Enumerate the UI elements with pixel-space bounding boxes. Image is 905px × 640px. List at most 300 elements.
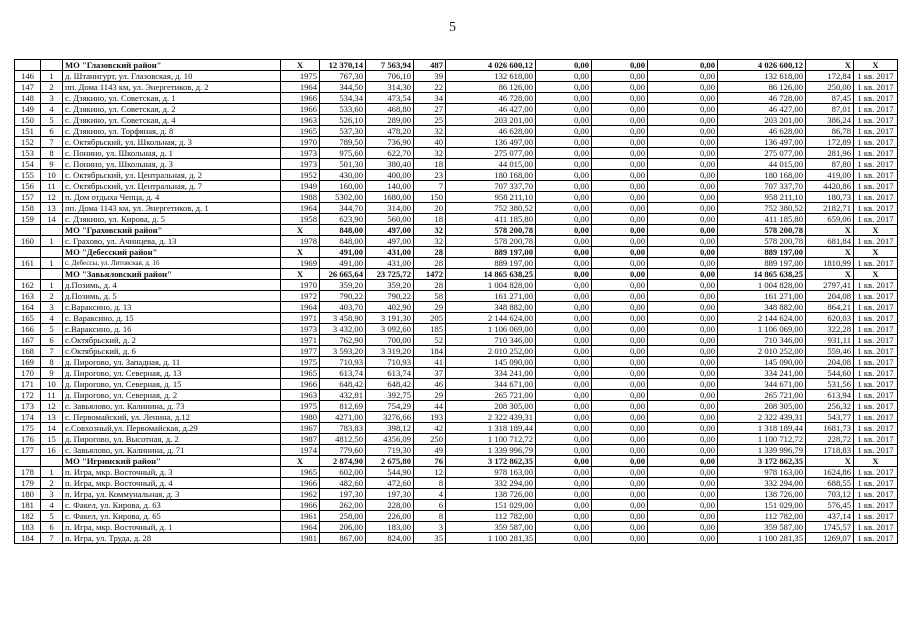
cell-total-cost: 1 004 828,00 [446,280,536,291]
cell-living-area: 228,00 [366,500,414,511]
cell-owners-cost: 411 185,80 [718,214,806,225]
cell-cost-per-sqm: 864,21 [806,302,854,313]
cell-address: МО "Дебесский район" [63,247,281,258]
cell-address: с. Завьялово, ул. Калинина, д. 71 [63,445,281,456]
cell-owners-cost: 1 004 828,00 [718,280,806,291]
cell-other-cost: 0,00 [648,346,718,357]
cell-deadline: X [854,269,898,280]
cell-total-area: 3 458,90 [320,313,366,324]
cell-row-number: 182 [15,511,41,522]
cell-item-number: 11 [41,390,63,401]
cell-deadline: 1 кв. 2017 [854,93,898,104]
cell-total-area: 867,00 [320,533,366,544]
cell-row-number: 151 [15,126,41,137]
cell-owners-cost: 889 197,00 [718,247,806,258]
cell-residents: 8 [414,511,446,522]
cell-owners-cost: 161 271,00 [718,291,806,302]
cell-deadline: 1 кв. 2017 [854,478,898,489]
cell-budget-cost: 0,00 [592,181,648,192]
cell-row-number: 172 [15,390,41,401]
cell-fund-cost: 0,00 [536,170,592,181]
cell-budget-cost: 0,00 [592,258,648,269]
cell-total-area: 5302,00 [320,192,366,203]
cell-total-area: 848,00 [320,225,366,236]
cell-living-area: 736,90 [366,137,414,148]
cell-row-number: 183 [15,522,41,533]
cell-total-cost: 46 728,00 [446,93,536,104]
cell-budget-cost: 0,00 [592,445,648,456]
cell-year-built: 1970 [281,137,320,148]
cell-item-number: 4 [41,500,63,511]
cell-fund-cost: 0,00 [536,181,592,192]
cell-total-cost: 180 168,00 [446,170,536,181]
cell-address: п. Игра, ул. Коммунальная, д. 3 [63,489,281,500]
cell-residents: 1472 [414,269,446,280]
cell-other-cost: 0,00 [648,324,718,335]
cell-fund-cost: 0,00 [536,412,592,423]
cell-other-cost: 0,00 [648,225,718,236]
cell-row-number: 184 [15,533,41,544]
buildings-table [14,59,898,544]
cell-row-number: 150 [15,115,41,126]
cell-cost-per-sqm: 1269,07 [806,533,854,544]
cell-address: д.Позимь, д. 5 [63,291,281,302]
cell-row-number: 152 [15,137,41,148]
cell-total-area: 526,10 [320,115,366,126]
cell-deadline: 1 кв. 2017 [854,368,898,379]
cell-total-cost: 359 587,00 [446,522,536,533]
cell-owners-cost: 145 090,00 [718,357,806,368]
cell-budget-cost: 0,00 [592,423,648,434]
cell-living-area: 710,93 [366,357,414,368]
cell-total-area: 206,00 [320,522,366,533]
cell-living-area: 314,00 [366,203,414,214]
group-row [15,456,898,467]
cell-budget-cost: 0,00 [592,247,648,258]
cell-fund-cost: 0,00 [536,236,592,247]
cell-cost-per-sqm: 703,12 [806,489,854,500]
cell-cost-per-sqm: 2797,41 [806,280,854,291]
cell-total-cost: 3 172 862,35 [446,456,536,467]
cell-row-number: 154 [15,159,41,170]
cell-owners-cost: 44 015,00 [718,159,806,170]
table-row [15,335,898,346]
cell-address: с.Вараксино, д. 16 [63,324,281,335]
cell-total-area: 432,81 [320,390,366,401]
cell-residents: 29 [414,390,446,401]
cell-item-number: 12 [41,192,63,203]
cell-row-number: 159 [15,214,41,225]
cell-other-cost: 0,00 [648,115,718,126]
cell-item-number: 10 [41,170,63,181]
cell-total-area: 4271,00 [320,412,366,423]
cell-other-cost: 0,00 [648,247,718,258]
cell-other-cost: 0,00 [648,335,718,346]
cell-item-number [41,247,63,258]
cell-deadline: 1 кв. 2017 [854,104,898,115]
cell-cost-per-sqm: 543,77 [806,412,854,423]
cell-row-number: 162 [15,280,41,291]
cell-row-number: 180 [15,489,41,500]
cell-item-number: 13 [41,412,63,423]
cell-deadline: 1 кв. 2017 [854,115,898,126]
table-row [15,137,898,148]
cell-living-area: 622,70 [366,148,414,159]
cell-year-built: 1971 [281,335,320,346]
cell-year-built: 1970 [281,280,320,291]
cell-residents: 28 [414,258,446,269]
cell-living-area: 402,90 [366,302,414,313]
cell-item-number: 14 [41,214,63,225]
cell-living-area: 359,20 [366,280,414,291]
cell-deadline: 1 кв. 2017 [854,280,898,291]
cell-total-cost: 411 185,80 [446,214,536,225]
table-row [15,82,898,93]
cell-address: д.Позимь, д. 4 [63,280,281,291]
cell-residents: 39 [414,71,446,82]
cell-owners-cost: 14 865 638,25 [718,269,806,280]
cell-other-cost: 0,00 [648,533,718,544]
cell-other-cost: 0,00 [648,137,718,148]
cell-total-cost: 1 100 281,35 [446,533,536,544]
cell-other-cost: 0,00 [648,236,718,247]
cell-deadline: 1 кв. 2017 [854,126,898,137]
cell-living-area: 23 725,72 [366,269,414,280]
cell-total-area: 359,20 [320,280,366,291]
table-row [15,368,898,379]
cell-total-area: 789,50 [320,137,366,148]
cell-fund-cost: 0,00 [536,82,592,93]
table-row [15,115,898,126]
cell-owners-cost: 46 427,00 [718,104,806,115]
cell-living-area: 431,00 [366,258,414,269]
cell-fund-cost: 0,00 [536,456,592,467]
cell-year-built: 1981 [281,533,320,544]
cell-total-cost: 275 077,00 [446,148,536,159]
cell-total-cost: 46 427,00 [446,104,536,115]
cell-cost-per-sqm: 172,84 [806,71,854,82]
cell-budget-cost: 0,00 [592,170,648,181]
cell-total-cost: 46 628,00 [446,126,536,137]
cell-budget-cost: 0,00 [592,478,648,489]
cell-owners-cost: 132 618,00 [718,71,806,82]
cell-residents: 8 [414,478,446,489]
cell-row-number: 146 [15,71,41,82]
cell-item-number: 2 [41,291,63,302]
cell-budget-cost: 0,00 [592,346,648,357]
cell-owners-cost: 208 305,00 [718,401,806,412]
cell-deadline: 1 кв. 2017 [854,148,898,159]
cell-budget-cost: 0,00 [592,203,648,214]
cell-year-built: 1987 [281,434,320,445]
cell-row-number: 176 [15,434,41,445]
cell-other-cost: 0,00 [648,269,718,280]
cell-budget-cost: 0,00 [592,357,648,368]
cell-budget-cost: 0,00 [592,533,648,544]
cell-cost-per-sqm: 87,01 [806,104,854,115]
cell-total-area: 537,30 [320,126,366,137]
cell-owners-cost: 1 106 069,00 [718,324,806,335]
cell-residents: 27 [414,104,446,115]
cell-item-number: 1 [41,236,63,247]
cell-owners-cost: 46 728,00 [718,93,806,104]
cell-item-number: 5 [41,115,63,126]
cell-item-number: 3 [41,93,63,104]
cell-year-built: 1969 [281,258,320,269]
group-row [15,269,898,280]
cell-year-built: X [281,247,320,258]
cell-row-number [15,60,41,71]
cell-year-built: 1962 [281,489,320,500]
cell-budget-cost: 0,00 [592,401,648,412]
cell-residents: 32 [414,236,446,247]
cell-address: пп. Дома 1143 км, ул. Энергетиков, д. 2 [63,82,281,93]
cell-residents: 44 [414,401,446,412]
cell-item-number: 4 [41,313,63,324]
cell-other-cost: 0,00 [648,522,718,533]
cell-item-number: 7 [41,137,63,148]
cell-residents: 41 [414,357,446,368]
cell-living-area: 472,60 [366,478,414,489]
cell-year-built: 1965 [281,368,320,379]
cell-row-number: 179 [15,478,41,489]
cell-address: с. Понино, ул. Школьная, д. 1 [63,148,281,159]
cell-residents: 34 [414,93,446,104]
cell-living-area: 613,74 [366,368,414,379]
cell-total-cost: 208 305,00 [446,401,536,412]
cell-total-area: 783,83 [320,423,366,434]
cell-item-number: 3 [41,489,63,500]
table-row [15,170,898,181]
cell-year-built: 1972 [281,291,320,302]
cell-budget-cost: 0,00 [592,467,648,478]
cell-total-cost: 4 026 600,12 [446,60,536,71]
cell-residents: 58 [414,291,446,302]
table-row [15,302,898,313]
cell-fund-cost: 0,00 [536,247,592,258]
cell-residents: 7 [414,181,446,192]
cell-deadline: 1 кв. 2017 [854,181,898,192]
cell-year-built: 1966 [281,478,320,489]
cell-deadline: 1 кв. 2017 [854,137,898,148]
cell-fund-cost: 0,00 [536,60,592,71]
cell-other-cost: 0,00 [648,258,718,269]
table-row [15,357,898,368]
cell-owners-cost: 2 144 624,00 [718,313,806,324]
cell-living-area: 3 319,20 [366,346,414,357]
cell-item-number: 1 [41,467,63,478]
cell-deadline: 1 кв. 2017 [854,522,898,533]
cell-fund-cost: 0,00 [536,423,592,434]
cell-living-area: 3 191,30 [366,313,414,324]
cell-living-area: 3276,66 [366,412,414,423]
cell-fund-cost: 0,00 [536,533,592,544]
cell-address: с.Октябрьский, д. 2 [63,335,281,346]
cell-year-built: 1967 [281,423,320,434]
cell-row-number: 157 [15,192,41,203]
cell-fund-cost: 0,00 [536,511,592,522]
cell-item-number: 5 [41,511,63,522]
cell-year-built: 1965 [281,467,320,478]
cell-fund-cost: 0,00 [536,357,592,368]
cell-cost-per-sqm: 419,00 [806,170,854,181]
cell-cost-per-sqm: 281,96 [806,148,854,159]
cell-year-built: 1966 [281,379,320,390]
cell-other-cost: 0,00 [648,126,718,137]
cell-row-number: 165 [15,313,41,324]
cell-total-cost: 203 201,00 [446,115,536,126]
cell-deadline: 1 кв. 2017 [854,203,898,214]
cell-living-area: 392,75 [366,390,414,401]
cell-address: с.Вараксино, д. 13 [63,302,281,313]
cell-year-built: 1966 [281,93,320,104]
cell-other-cost: 0,00 [648,159,718,170]
cell-budget-cost: 0,00 [592,126,648,137]
cell-address: МО "Завьяловский район" [63,269,281,280]
table-row [15,280,898,291]
cell-cost-per-sqm: 1681,73 [806,423,854,434]
table-row [15,181,898,192]
cell-deadline: X [854,456,898,467]
cell-total-area: 4812,50 [320,434,366,445]
table-row [15,192,898,203]
cell-residents: 28 [414,247,446,258]
cell-year-built: 1973 [281,159,320,170]
cell-living-area: 4356,09 [366,434,414,445]
cell-budget-cost: 0,00 [592,148,648,159]
cell-total-area: 12 370,14 [320,60,366,71]
cell-owners-cost: 46 628,00 [718,126,806,137]
table-row [15,533,898,544]
cell-total-cost: 2 322 439,31 [446,412,536,423]
cell-fund-cost: 0,00 [536,214,592,225]
cell-fund-cost: 0,00 [536,401,592,412]
cell-budget-cost: 0,00 [592,390,648,401]
cell-other-cost: 0,00 [648,82,718,93]
cell-fund-cost: 0,00 [536,280,592,291]
cell-other-cost: 0,00 [648,60,718,71]
cell-fund-cost: 0,00 [536,291,592,302]
cell-total-cost: 889 197,00 [446,258,536,269]
cell-item-number: 6 [41,522,63,533]
table-row [15,71,898,82]
cell-total-cost: 978 163,00 [446,467,536,478]
cell-budget-cost: 0,00 [592,71,648,82]
cell-cost-per-sqm: X [806,456,854,467]
cell-item-number: 8 [41,357,63,368]
cell-living-area: 398,12 [366,423,414,434]
cell-other-cost: 0,00 [648,423,718,434]
table-row [15,93,898,104]
cell-living-area: 7 563,94 [366,60,414,71]
cell-item-number: 6 [41,335,63,346]
cell-owners-cost: 180 168,00 [718,170,806,181]
cell-budget-cost: 0,00 [592,159,648,170]
cell-owners-cost: 978 163,00 [718,467,806,478]
cell-year-built: 1978 [281,236,320,247]
cell-item-number: 7 [41,533,63,544]
cell-cost-per-sqm: 204,08 [806,291,854,302]
page-number: 5 [449,20,456,35]
cell-row-number: 160 [15,236,41,247]
cell-fund-cost: 0,00 [536,302,592,313]
cell-address: с. Дзякино, ул. Кирова, д. 5 [63,214,281,225]
cell-total-cost: 578 200,78 [446,225,536,236]
cell-cost-per-sqm: 1718,83 [806,445,854,456]
cell-cost-per-sqm: 228,72 [806,434,854,445]
cell-budget-cost: 0,00 [592,115,648,126]
cell-cost-per-sqm: 2182,71 [806,203,854,214]
cell-owners-cost: 348 882,00 [718,302,806,313]
cell-budget-cost: 0,00 [592,93,648,104]
cell-fund-cost: 0,00 [536,489,592,500]
cell-residents: 32 [414,225,446,236]
cell-total-area: 258,00 [320,511,366,522]
cell-deadline: 1 кв. 2017 [854,423,898,434]
cell-year-built: 1949 [281,181,320,192]
table-row [15,434,898,445]
cell-cost-per-sqm: 4420,86 [806,181,854,192]
cell-item-number: 3 [41,302,63,313]
cell-year-built: 1975 [281,401,320,412]
cell-item-number: 16 [41,445,63,456]
cell-address: с. Октябрьский, ул. Центральная, д. 2 [63,170,281,181]
cell-deadline: 1 кв. 2017 [854,489,898,500]
cell-residents: 37 [414,368,446,379]
cell-address: МО "Глазовский район" [63,60,281,71]
cell-total-cost: 710 346,00 [446,335,536,346]
cell-cost-per-sqm: X [806,225,854,236]
cell-other-cost: 0,00 [648,302,718,313]
cell-total-cost: 707 337,70 [446,181,536,192]
cell-living-area: 289,00 [366,115,414,126]
cell-total-area: 482,60 [320,478,366,489]
cell-address: с. Факел, ул. Кирова, д. 63 [63,500,281,511]
cell-total-cost: 348 882,00 [446,302,536,313]
cell-other-cost: 0,00 [648,401,718,412]
cell-total-area: 534,34 [320,93,366,104]
cell-address: с. Вараксино, д. 15 [63,313,281,324]
cell-living-area: 183,00 [366,522,414,533]
cell-total-area: 262,00 [320,500,366,511]
cell-residents: 25 [414,115,446,126]
cell-living-area: 648,42 [366,379,414,390]
cell-fund-cost: 0,00 [536,368,592,379]
cell-other-cost: 0,00 [648,280,718,291]
cell-living-area: 3 092,60 [366,324,414,335]
cell-budget-cost: 0,00 [592,302,648,313]
cell-cost-per-sqm: 531,56 [806,379,854,390]
cell-other-cost: 0,00 [648,357,718,368]
cell-living-area: 140,00 [366,181,414,192]
cell-total-area: 648,42 [320,379,366,390]
cell-row-number: 161 [15,258,41,269]
cell-year-built: 1963 [281,390,320,401]
cell-deadline: 1 кв. 2017 [854,357,898,368]
cell-total-area: 3 593,20 [320,346,366,357]
cell-owners-cost: 2 010 252,00 [718,346,806,357]
cell-total-cost: 1 339 996,79 [446,445,536,456]
cell-living-area: 226,00 [366,511,414,522]
table-row [15,445,898,456]
cell-cost-per-sqm: 322,28 [806,324,854,335]
cell-owners-cost: 4 026 600,12 [718,60,806,71]
cell-living-area: 380,40 [366,159,414,170]
cell-owners-cost: 136 497,00 [718,137,806,148]
cell-fund-cost: 0,00 [536,445,592,456]
cell-cost-per-sqm: 576,45 [806,500,854,511]
cell-total-area: 197,30 [320,489,366,500]
